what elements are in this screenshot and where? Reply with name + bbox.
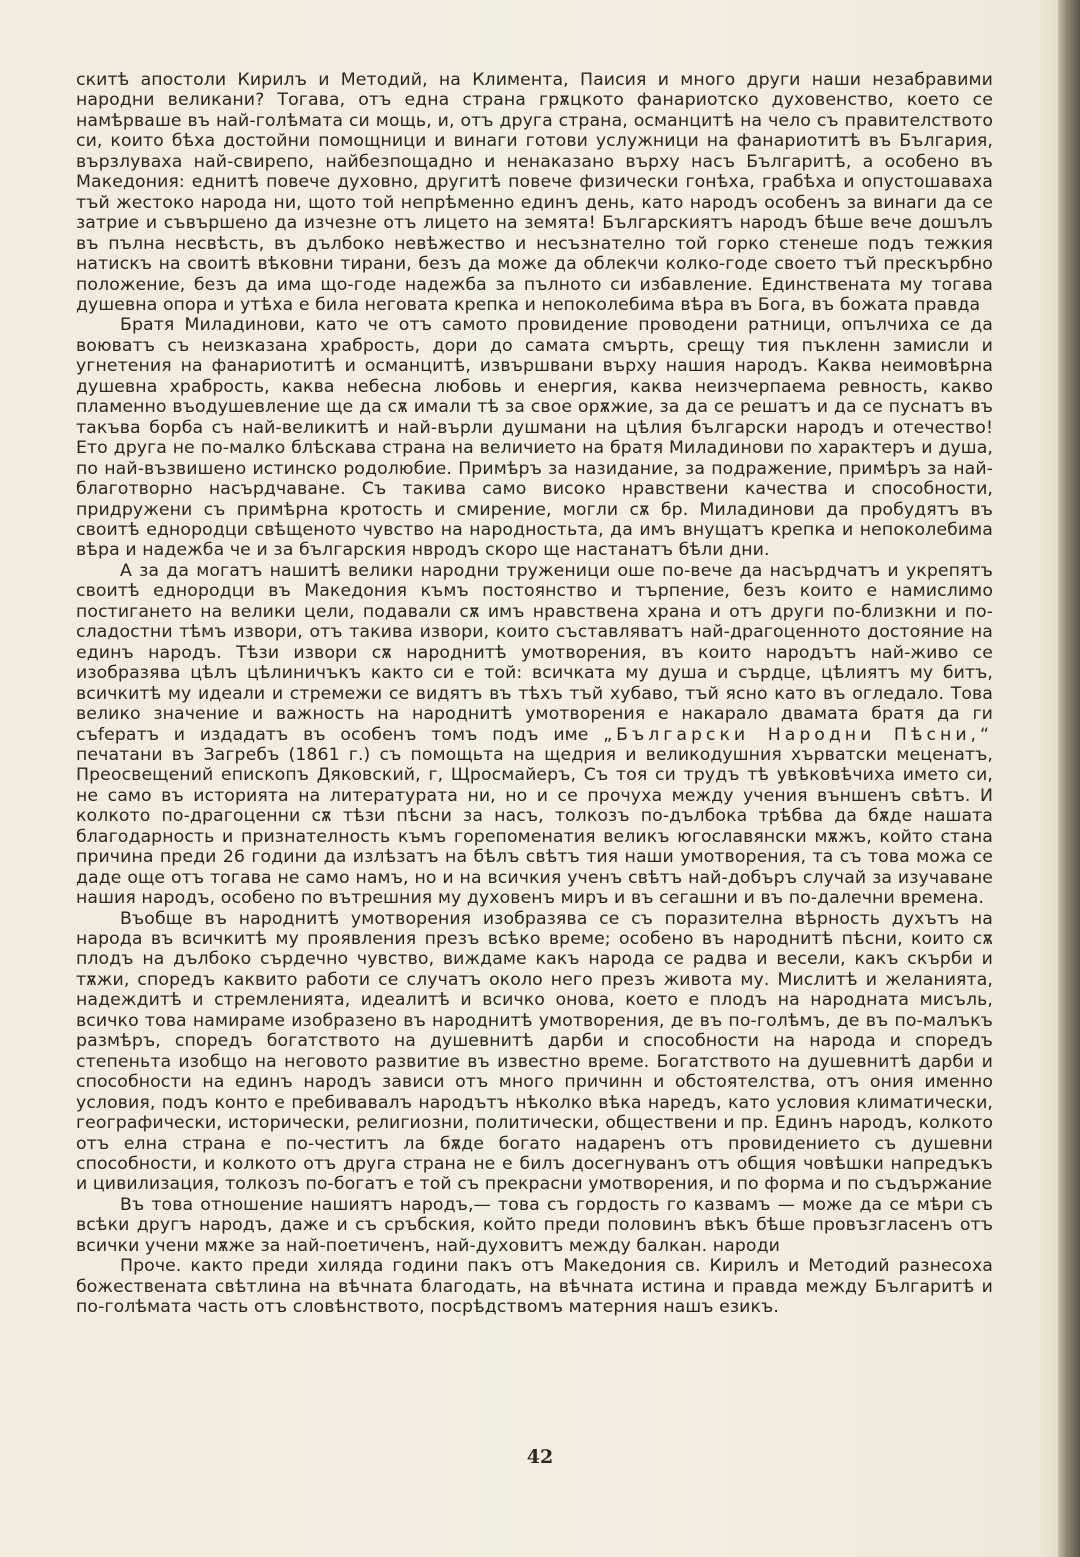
- paragraph-4: Въобще въ народнитѣ умотворения изобразява се съ поразителна вѣрность духътъ на народа въ всичкитѣ му проявления презъ всѣко време; особено въ народнитѣ пѣсни, които сѫ плодъ на дълбоко сърдечно чувство, виждаме какъ народа се радва и весели, какъ скърби и тѫжи, споредъ каквито работи се случатъ около него презъ живота му. Мислитѣ и желанията, надеждитѣ и стремленията, идеалитѣ и всичко онова, което е плодъ на народната мисъль, всичко това намираме изобразено въ народнитѣ умотворения, де въ по-голѣмъ, де въ по-малъкъ размѣръ, споредъ богатството на душевнитѣ дарби и способности на народа и споредъ степеньта изобщо на неговото развитие въ известно време. Богатството на душевнитѣ дарби и способности на единъ народъ зависи отъ много причинн и обстоятелства, отъ ония именно условия, подъ конто е пребивавалъ народътъ нѣколко вѣка наредъ, като условия климатически, географически, исторически, религиозни, политически, обществени и пр. Единъ народъ, колкото отъ елна страна е по-честитъ ла бѫде богато надаренъ отъ провидението съ душевни способности, и колкото отъ друга страна не е билъ досегнуванъ отъ общия човѣшки напредъкъ и цивилизация, толкозъ по-богатъ е той съ прекрасни умотворения, и по форма и по съдържание: [76, 908, 993, 1195]
- body-text: [76, 70, 993, 1318]
- book-title: „Български Народни Пѣсни,“: [603, 724, 993, 745]
- paragraph-5: Въ това отношение нашиятъ народъ,— това съ гордость го казвамъ — може да се мѣри съ всѣки другъ народъ, даже и съ сръбския, който преди половинъ вѣкъ бѣше провъзгласенъ отъ всички учени мѫже за най-поетиченъ, най-духовитъ между балкан. народи: [76, 1194, 993, 1256]
- book-spine-edge: [1058, 0, 1080, 1557]
- paragraph-3-cont: печатани въ Загребъ (1861 г.) съ помощьта на щедрия и великодушния хърватски меценатъ, Преосвещений епископъ Дяковский, г, Щросмайеръ, Съ тоя си трудъ тѣ увѣковѣчиха името си, не само въ историята на литературата ни, но и се прочуха между учения външенъ свѣтъ. И колкото по-драгоценни сѫ тѣзи пѣсни за насъ, толкозъ по-дълбока трѣбва да бѫде нашата благодарность и признателность къмъ горепоменатия великъ югославянски мѫжъ, който стана причина преди 26 години да излѣзатъ на бѣлъ свѣтъ тия наши умотворения, та съ това можа се даде още отъ тогава не само намъ, но и на всичкия ученъ свѣтъ най-добъръ случай за изучаване нашия народъ, особено по вътрешния му духовенъ миръ и въ сегашни и въ по-далечни времена.: [76, 744, 993, 909]
- paragraph-1: скитѣ апостоли Кирилъ и Методий, на Климента, Паисия и много други наши незабравими народни великани? Тогава, отъ една страна грѫцкото фанариотско духовенство, което се намѣрваше въ най-голѣмата си мощь, и, отъ друга страна, османцитѣ на чело съ правителството си, които бѣха достойни помощници и винаги готови услужници на фанариотитѣ въ България, вързлуваха най-свирепо, найбезпощадно и ненаказано върху насъ Българитѣ, а особено въ Македония: еднитѣ повече духовно, другитѣ повече физически гонѣха, грабѣха и опустошаваха тъй жестоко народа ни, щото той непрѣменно единъ день, като народъ особенъ за винаги да се затрие и съвършено да изчезне отъ лицето на земята! Българскиятъ народъ бѣше вече дошълъ въ пълна несвѣсть, въ дълбоко невѣжество и несъзнателно той горко стенеше подъ тежкия натискъ на своитѣ вѣковни тирани, безъ да може да облекчи колко-годе своето тъй прескърбно положение, безъ да има що-годе надежба за пълното си избавление. Единствената му тогава душевна опора и утѣха е била неговата крепка и непоколебима вѣра въ Бога, въ божата правда: [76, 70, 993, 315]
- paragraph-3-text: А за да могатъ нашитѣ велики народни труженици оше по-вече да насърдчатъ и укрепятъ своитѣ еднородци въ Македония къмъ постоянство и търпение, безъ които е намислимо постигането на велики цели, подавали сѫ имъ нравствена храна и отъ други по-близкни и по-сладостни тѣмъ извори, отъ такива извори, които съставляватъ най-драгоценното достояние на единъ народъ. Тѣзи извори сѫ народнитѣ умотворения, въ които народътъ най-живо се изобразява цѣлъ цѣлиничъкъ както си е той: всичката му душа и сърдце, цѣлиятъ му битъ, всичкитѣ му идеали и стремежи се видятъ въ тѣхъ тъй хубаво, тъй ясно като въ огледало. Това велико значение и важность на народнитѣ умотворения е накарало двамата братя да ги съfeратъ и издадатъ въ особенъ томъ подъ име: [76, 560, 993, 745]
- paragraph-2: Братя Миладинови, като че отъ самото провидение проводени ратници, опълчиха се да воюватъ съ неизказана храбрость, дори до самата смърть, срещу тия пъкленн замисли и угнетения на фанариотитѣ и османцитѣ, извършвани върху нашия народъ. Каква неимовѣрна душевна храбрость, каква небесна любовь и енергия, каква неизчерпаема ревность, какво пламенно въодушевление ще да сѫ имали тѣ за свое орѫжие, за да се решатъ и да се пуснатъ въ такъва борба съ най-великитѣ и най-върли душмани на цѣлия български народъ и отечество! Ето друга не по-малко блѣскава страна на величието на братя Миладинови по характеръ и душа, по най-възвишено истинско родолюбие. Примѣръ за назидание, за подражение, примѣръ за най-благотворно насърдчаване. Съ такива само високо нравствени качества и способности, придружени съ примѣрна кротость и смирение, могли сѫ бр. Миладинови да пробудятъ въ своитѣ еднородци свѣщеното чувство на народностьта, да имъ внущатъ крепка и непоколебима вѣра и надежба че и за българския нвродъ скоро ще настанатъ бѣли дни.: [76, 315, 993, 561]
- page-number: 42: [526, 1446, 554, 1468]
- paragraph-6: Проче. както преди хиляда години пакъ отъ Македония св. Кирилъ и Методий разнесоха божествената свѣтлина на вѣчната благодать, на вѣчната истина и правда между Българитѣ и по-голѣмата часть отъ словѣнството, посрѣдствомъ матерния нашъ езикъ.: [76, 1256, 993, 1318]
- paragraph-3: [76, 561, 993, 909]
